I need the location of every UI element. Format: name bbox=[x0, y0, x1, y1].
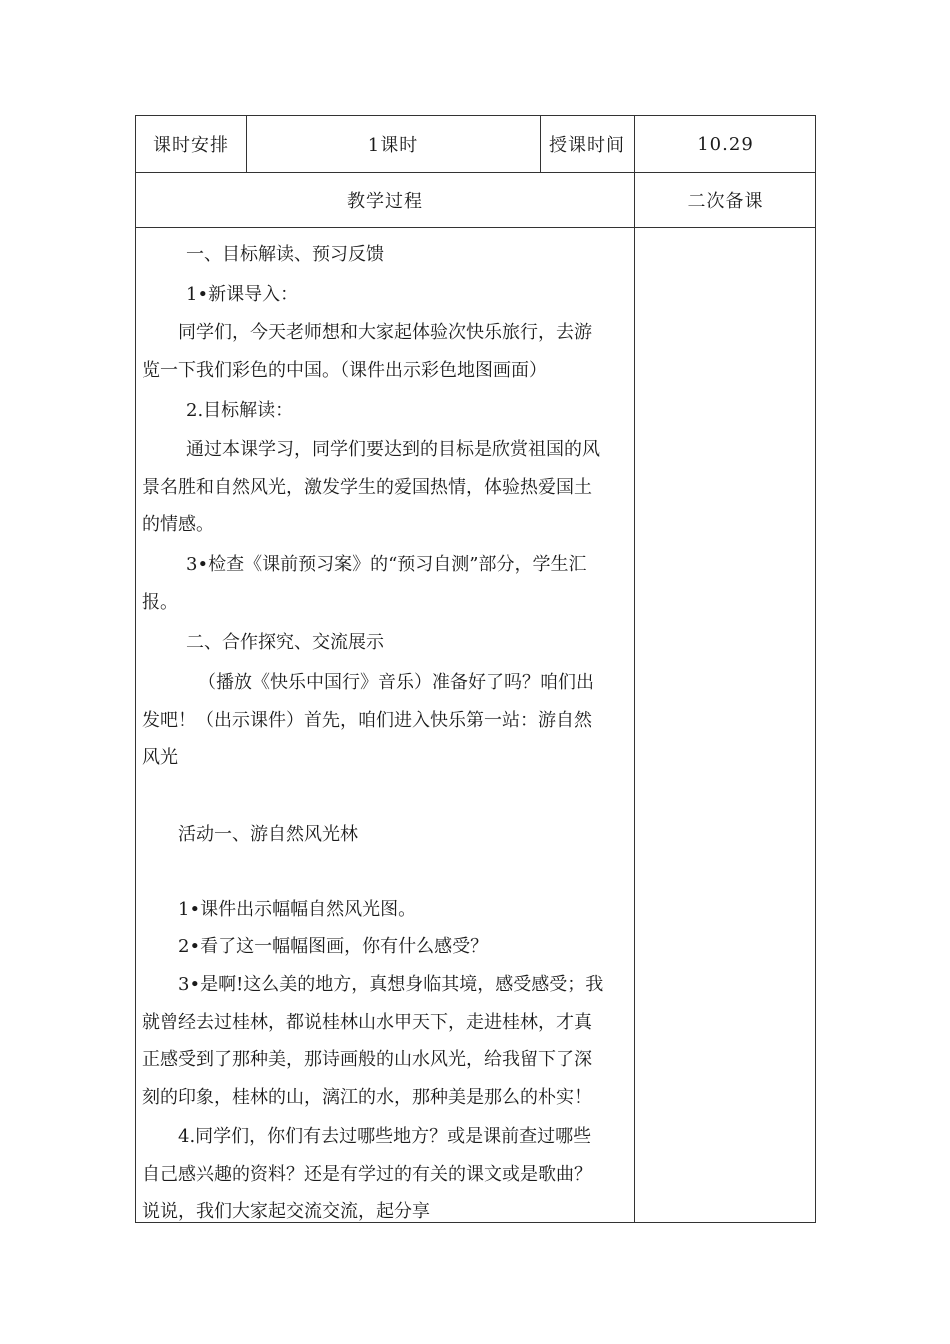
col-divider bbox=[634, 116, 635, 1222]
content-line: 刻的印象，桂林的山，漓江的水，那种美是那么的朴实！ bbox=[142, 1086, 592, 1108]
content-line: 通过本课学习，同学们要达到的目标是欣赏祖国的风 bbox=[186, 439, 600, 460]
content-line: 一、目标解读、预习反馈 bbox=[186, 244, 384, 265]
content-line: 1•课件出示幅幅自然风光图。 bbox=[178, 899, 417, 920]
paragraph-step-1 bbox=[142, 891, 630, 929]
content-line: 同学们，今天老师想和大家起体验次快乐旅行，去游 bbox=[178, 322, 592, 343]
paragraph-music bbox=[142, 664, 630, 777]
content-line: 发吧！（出示课件）首先，咱们进入快乐第一站：游自然 bbox=[142, 709, 592, 731]
paragraph-goal bbox=[142, 431, 630, 544]
content-line: 2•看了这一幅幅图画，你有什么感受？ bbox=[178, 936, 489, 957]
paragraph-intro-heading bbox=[142, 276, 630, 314]
content-line: 说说，我们大家起交流交流，起分享 bbox=[142, 1201, 430, 1222]
content-line: 4.同学们，你们有去过哪些地方？或是课前查过哪些 bbox=[178, 1126, 592, 1147]
paragraph-activity-heading bbox=[142, 816, 630, 854]
content-line: 3•是啊!这么美的地方，真想身临其境，感受感受；我 bbox=[178, 974, 604, 995]
paragraph-intro bbox=[142, 314, 630, 389]
content-line: 就曾经去过桂林，都说桂林山水甲天下，走进桂林，才真 bbox=[142, 1011, 592, 1033]
content-line: 活动一、游自然风光林 bbox=[178, 824, 358, 845]
content-line: 风光 bbox=[142, 747, 178, 768]
content-line: 的情感。 bbox=[142, 514, 214, 535]
period-label: 课时安排 bbox=[153, 135, 229, 156]
date-label: 授课时间 bbox=[549, 135, 625, 156]
paragraph-explore-heading bbox=[142, 624, 630, 662]
content-line: （播放《快乐中国行》音乐）准备好了吗？咱们出 bbox=[198, 672, 594, 693]
content-line: 1•新课导入： bbox=[186, 284, 299, 305]
content-line: 景名胜和自然风光，激发学生的爱国热情，体验热爱国土 bbox=[142, 476, 592, 498]
lesson-plan-table bbox=[135, 115, 816, 1223]
period-value: 1课时 bbox=[367, 135, 419, 156]
content-line: 自己感兴趣的资料？还是有学过的有关的课文或是歌曲？ bbox=[142, 1163, 592, 1185]
content-line: 览一下我们彩色的中国。（课件出示彩色地图画面） bbox=[142, 359, 547, 381]
paragraph-step-3 bbox=[142, 966, 630, 1116]
paragraph-check bbox=[142, 546, 630, 621]
content-line: 正感受到了那种美，那诗画般的山水风光，给我留下了深 bbox=[142, 1049, 592, 1070]
process-heading: 教学过程 bbox=[347, 190, 423, 212]
paragraph-step-4 bbox=[142, 1118, 630, 1231]
content-line: 3•检查《课前预习案》的“预习自测”部分，学生汇 bbox=[186, 554, 587, 575]
row-divider bbox=[136, 227, 815, 228]
content-line: 2.目标解读： bbox=[186, 400, 294, 421]
content-line: 报。 bbox=[142, 591, 178, 613]
content-line: 二、合作探究、交流展示 bbox=[186, 632, 384, 653]
paragraph-step-2 bbox=[142, 928, 630, 966]
paragraph-goals-heading bbox=[142, 236, 630, 274]
second-prep-heading: 二次备课 bbox=[687, 190, 764, 212]
paragraph-goal-heading bbox=[142, 392, 630, 430]
date-value: 10.29 bbox=[697, 133, 754, 155]
